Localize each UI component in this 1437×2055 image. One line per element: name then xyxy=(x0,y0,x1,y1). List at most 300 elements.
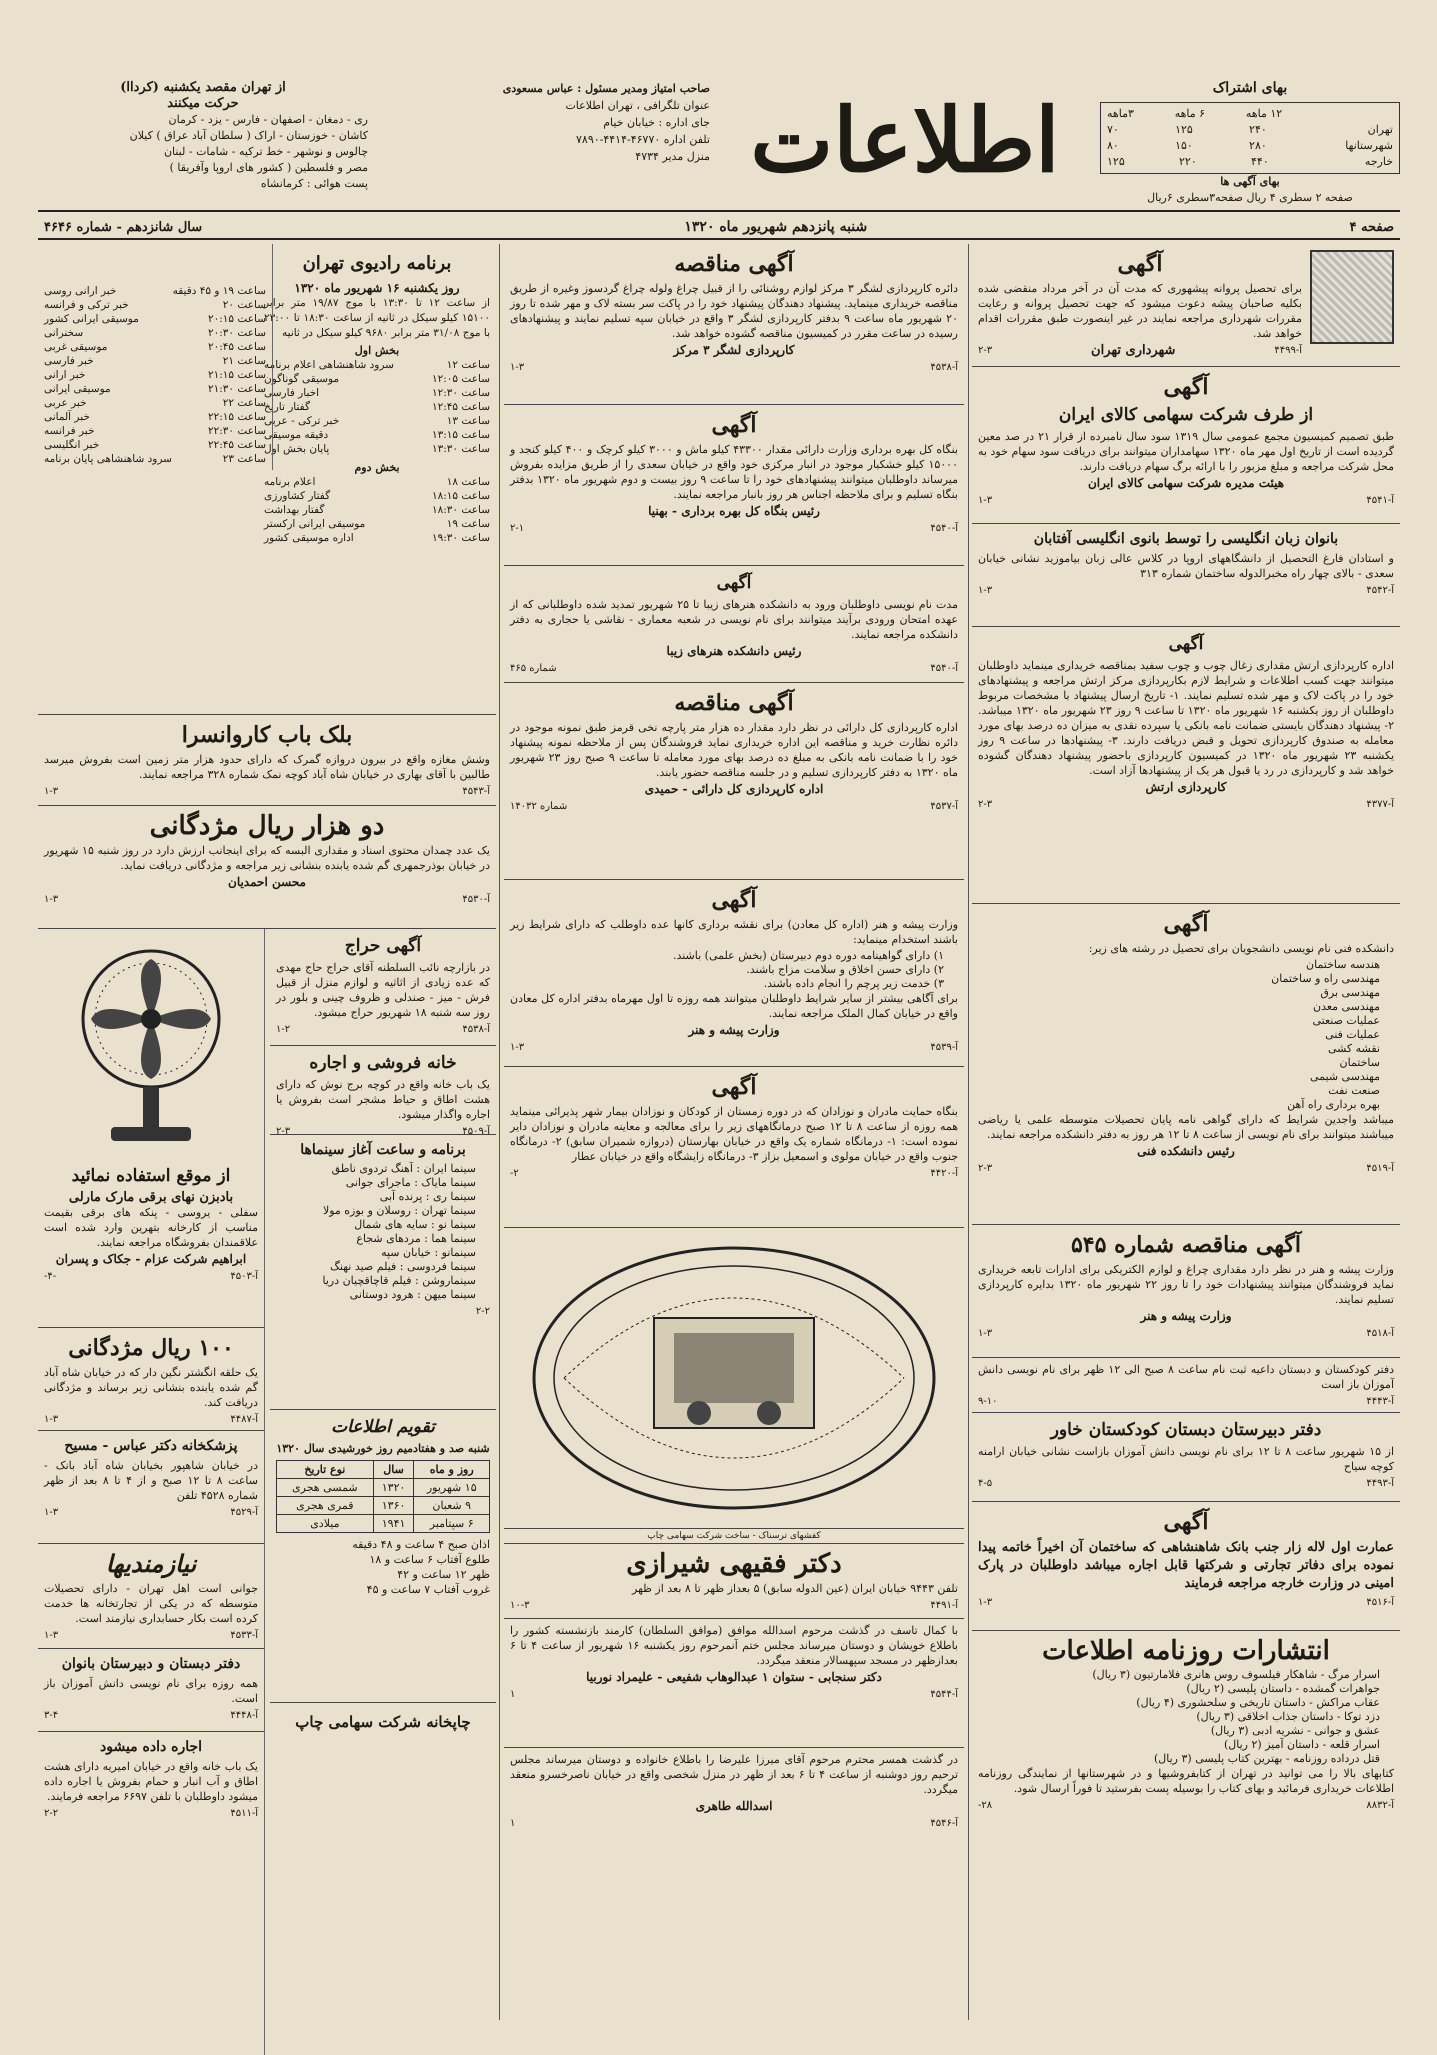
list-item: هندسه ساختمان xyxy=(1306,958,1380,971)
calendar-cell: ۹ شعبان xyxy=(414,1497,490,1515)
publisher-line: منزل مدیر ۴۷۳۴ xyxy=(635,150,710,163)
ad-block xyxy=(270,1135,496,1410)
split-columns xyxy=(38,929,496,2055)
sub-cell: ۴۴۰ xyxy=(1251,155,1269,168)
radio-row xyxy=(44,410,266,424)
list-item: صنعت نفت xyxy=(1328,1084,1380,1097)
ad-title: آگهی xyxy=(1117,251,1163,277)
ad-code: ۲-۳ xyxy=(978,345,993,356)
radio-prog: موسیقی ایرانی xyxy=(44,383,111,395)
radio-prog: موسیقی ایرانی کشور xyxy=(44,313,139,325)
ad-code: آ-۸۸۳۲ xyxy=(1366,1800,1394,1811)
list-item: سینما میهن : هرود دوستانی xyxy=(349,1288,476,1301)
ad-body: کتابهای بالا را می توانید در تهران از کتابفروشیها و در شهرستانها از نمایندگی روزنامه اطلاعات خریداری فرمائید و بهای کتاب را بوسیله پست بفرستید تا فوراً ارسال شود. xyxy=(978,1767,1394,1795)
radio-prog: خبر ترکی و فرانسه xyxy=(44,299,129,311)
ad-title: آگهی مناقصه شماره ۵۴۵ xyxy=(1070,1232,1301,1258)
ad-block xyxy=(38,1649,264,1732)
radio-row xyxy=(44,452,266,466)
ad-signature: وزارت پیشه و هنر xyxy=(1140,1309,1232,1323)
radio-prog: سخنرانی xyxy=(44,327,84,339)
ad-intro: وزارت پیشه و هنر (اداره کل معادن) برای نقشه برداری کانها عده داوطلب که دارای شرایط زیر باشند استخدام مینماید: xyxy=(510,918,958,946)
ad-body: یک عدد چمدان محتوی اسناد و مقداری البسه که برای اینجانب ارزش دارد در روز شنبه ۱۵ شهریور در خیابان بوذرجمهری گم شده یابنده بنشانی زیر مراجعه و مژدگانی دریافت نماید. xyxy=(44,844,490,872)
calendar-cell: ۱۵ شهریور xyxy=(414,1479,490,1497)
publisher-line: تلفن اداره ۴۶۷۷۰-۴۴۱۴-۷۸۹۰ xyxy=(576,133,710,146)
ad-code: آ-۴۵۰۹ xyxy=(462,1126,490,1135)
ad-code: آ-۴۵۱۹ xyxy=(1366,1163,1394,1174)
ad-title: دفتر دبیرستان دبستان کودکستان خاور xyxy=(1050,1420,1322,1440)
radio-row xyxy=(44,284,266,298)
ad-signature: کارپردازی لشگر ۳ مرکز xyxy=(673,343,795,357)
ad-code: ۱-۲ xyxy=(276,1024,291,1035)
ad-body: بنگاه کل بهره برداری وزارت دارائی مقدار ۴۳۳۰۰ کیلو ماش و ۳۰۰۰ کیلو کرچک و ۴۰۰ کیلو کنجد و ۱۵۰۰۰ کیلو خشکبار موجود در انبار مرکزی خود واقع در خیابان سعدی را از طریق مزایده بفروش میرساند داوطلبان میتوانند پیشنهادهای خود را تا ساعت ۹ روز بیست و دوم شهریور ماه ۱۳۲۰ بدفتر بنگاه تسلیم و برای ملاحظه اجناس هر روز بانبار مراجعه نمایند. xyxy=(510,443,958,501)
radio-time: ساعت ۲۲:۱۵ xyxy=(207,411,266,423)
ad-signature: هیئت مدیره شرکت سهامی کالای ایران xyxy=(1087,476,1285,490)
ad-title: نیازمندیها xyxy=(105,1549,197,1578)
post-line: کاشان - خوزستان - اراک ( سلطان آباد عراق ) کیلان xyxy=(129,129,368,142)
calendar-subtitle: شنبه صد و هفتادمیم روز خورشیدی سال ۱۳۲۰ xyxy=(276,1442,490,1455)
prayer-time: ظهر ۱۲ ساعت و ۴۲ xyxy=(397,1568,490,1581)
ad-code: ۴-۵ xyxy=(978,1478,993,1489)
radio-row xyxy=(44,312,266,326)
calendar-cell: میلادی xyxy=(277,1515,374,1533)
ad-code: آ-۴۵۲۹ xyxy=(230,1507,258,1518)
ad-prices-title: بهای آگهی ها xyxy=(1220,175,1280,188)
publisher-line: صاحب امتیاز ومدیر مسئول : عباس مسعودی xyxy=(502,82,710,95)
radio-prog: گفتار تاریخ xyxy=(264,401,310,413)
radio-prog: خبر عربی xyxy=(44,397,87,409)
ad-body: اداره کارپردازی کل دارائی در نظر دارد مقدار ده هزار متر پارچه نخی قرمز طبق نمونه موجود در دائره نظارت خرید و مناقصه این اداره خریداری نماید فروشندگان پس از ملاحظه نمونه پیشنهاد خود را با ضمانت نامه بانکی به مبلغ ده درصد بهای مورد معامله تا ساعت ۹ صبح روز ۲۳ شهریور ماه ۱۳۲۰ به دفتر کارپردازی تسلیم و در جلسه مناقصه حضور یابند. xyxy=(510,721,958,779)
ad-title: آگهی حراج xyxy=(344,936,422,956)
ad-body: در خیابان شاهپور بخیابان شاه آباد بانک - ساعت ۸ تا ۱۲ صبح و از ۴ تا ۸ بعد از ظهر شماره ۴۵۲۸ تلفن xyxy=(44,1459,258,1502)
ad-title: ۱۰۰ ریال مژدگانی xyxy=(68,1335,234,1361)
post-line: چالوس و نوشهر - خط ترکیه - شامات - لبنان xyxy=(163,145,368,158)
sub-cell: ۱۲۵ xyxy=(1175,123,1193,136)
list-item: سینما تهران : روسلان و بوزه مولا xyxy=(322,1204,476,1217)
ad-block xyxy=(972,1502,1400,1631)
radio-time: ساعت ۲۳ xyxy=(222,453,266,465)
ad-code: آ-۴۵۴۶ xyxy=(930,1818,958,1829)
list-item: عقاب مراکش - داستان تاریخی و سلحشوری (۴ ریال) xyxy=(1136,1696,1380,1709)
list-item: مهندسی راه و ساختمان xyxy=(1271,972,1380,985)
sub-cell: ۲۴۰ xyxy=(1249,123,1267,136)
ad-block xyxy=(504,566,964,683)
subscription-row xyxy=(1107,138,1393,154)
ad-title: از موقع استفاده نمائید xyxy=(71,1166,231,1186)
list-item: سینمانو : خیابان سپه xyxy=(381,1246,476,1259)
prayer-time: طلوع آفتاب ۶ ساعت و ۱۸ xyxy=(369,1553,490,1566)
ad-code: آ-۴۵۳۳ xyxy=(230,1630,258,1641)
ad-body: برای آگاهی بیشتر از سایر شرایط داوطلبان میتوانند همه روزه تا اول مهرماه بدفتر اداره کل معادن واقع در خیابان کمال الملک مراجعه نمایند. xyxy=(510,992,958,1020)
radio-prog: خبر فارسی xyxy=(44,355,94,367)
page-number: صفحه ۴ xyxy=(1349,219,1394,235)
radio-time: ساعت ۲۰:۴۵ xyxy=(207,341,266,353)
calendar-row xyxy=(277,1497,490,1515)
radio-time: ساعت ۱۲:۴۵ xyxy=(431,401,490,413)
prayer-time: غروب آفتاب ۷ ساعت و ۴۵ xyxy=(366,1583,490,1596)
ad-code: آ-۴۴۹۳ xyxy=(1366,1478,1394,1489)
calendar-cell: قمری هجری xyxy=(277,1497,374,1515)
ad-code: ۱-۳ xyxy=(978,495,993,506)
radio-row xyxy=(44,396,266,410)
list-item: ساختمان xyxy=(1339,1056,1380,1069)
ad-list xyxy=(978,1668,1394,1766)
ad-body: تلفن ۹۴۴۳ خیابان ایران (عین الدوله سابق) ۵ بعداز ظهر تا ۸ بعد از ظهر xyxy=(632,1582,958,1595)
ad-code: ۲-۲ xyxy=(44,1808,59,1819)
radio-prog: خبر ارانی روسی xyxy=(44,285,117,297)
ad-code: آ-۴۵۴۳ xyxy=(462,786,490,797)
radio-time: ساعت ۱۸:۳۰ xyxy=(431,504,490,516)
calendar-title: تقویم اطلاعات xyxy=(331,1417,435,1437)
radio-time: ساعت ۱۹ xyxy=(446,518,490,530)
ad-title: بلک باب کاروانسرا xyxy=(181,722,353,748)
post-line: مصر و فلسطین ( کشور های اروپا وآفریقا ) xyxy=(169,161,368,174)
radio-prog: موسیقی غربی xyxy=(44,341,108,353)
ad-list xyxy=(510,949,958,991)
ad-signature: محسن احمدیان xyxy=(228,875,306,889)
radio-time: ساعت ۲۱ xyxy=(222,355,266,367)
radio-row xyxy=(44,340,266,354)
ad-signature: رئیس بنگاه کل بهره برداری - بهنیا xyxy=(648,504,820,518)
radio-time: ساعت ۱۹:۳۰ xyxy=(431,532,490,544)
list-item: سینما هما : مردهای شجاع xyxy=(356,1232,476,1245)
calendar-row xyxy=(277,1515,490,1533)
radio-title: برنامه رادیوی تهران xyxy=(302,253,452,274)
radio-time: ساعت ۲۲:۴۵ xyxy=(207,439,266,451)
radio-prog: خبر فرانسه xyxy=(44,425,95,437)
radio-time: ساعت ۲۱:۱۵ xyxy=(207,369,266,381)
list-item: سینما مایاک : ماجرای جوانی xyxy=(345,1176,476,1189)
ad-code: ۲-۱ xyxy=(510,523,525,534)
ad-title: آگهی xyxy=(1168,634,1204,654)
post-line: حرکت میکنند xyxy=(167,96,239,111)
radio-time: ساعت ۲۱:۳۰ xyxy=(207,383,266,395)
ad-block xyxy=(972,1358,1400,1413)
subscription-head xyxy=(1107,106,1393,122)
sub-row-label: خارجه xyxy=(1364,155,1393,168)
ad-code: آ-۴۵۱۱ xyxy=(230,1808,258,1819)
ad-title: انتشارات روزنامه اطلاعات xyxy=(1042,1636,1330,1666)
radio-time: ساعت ۱۳:۳۰ xyxy=(431,443,490,455)
list-item: عشق و جوانی - نشریه ادبی (۳ ریال) xyxy=(1210,1724,1380,1737)
ad-title: آگهی xyxy=(716,573,752,593)
radio-time: ساعت ۱۹ و ۴۵ دقیقه xyxy=(172,285,266,297)
stamp-caption: کفشهای ترسناک - ساخت شرکت سهامی چاپ xyxy=(504,1529,964,1544)
radio-row xyxy=(44,326,266,340)
ad-code: ۳-۴ xyxy=(44,1710,59,1721)
radio-prog: گفتار کشاورزی xyxy=(264,490,331,502)
ad-list xyxy=(978,958,1394,1112)
ad-code: -۴- xyxy=(44,1271,57,1282)
calendar-cell: ۶ سپتامبر xyxy=(414,1515,490,1533)
ad-code: آ-۴۳۷۷ xyxy=(1366,799,1394,810)
ad-prices: صفحه ۲ سطری ۴ ریال صفحه۳سطری ۶ریال xyxy=(1147,191,1353,204)
ad-title: دکتر فقیهی شیرازی xyxy=(626,1549,842,1579)
post-schedule xyxy=(38,80,368,208)
radio-part-heading: بخش دوم xyxy=(354,461,400,474)
ad-body: بنگاه حمایت مادران و نوزادان که در دوره زمستان از کودکان و نوزادان بیمار شهر پذیرائی مینماید همه روزه از ساعت ۸ تا ۱۲ صبح درمانگاههای زیر را برای معالجه و معاینه مادران و نوزادان دایر نموده است: ۱- درمانگاه شماره یک واقع در خیابان بهارستان (دروازه شمیران سابق) ۲- درمانگاه جنوب واقع در خیابان مولوی و اسمعیل بزاز ۳- درمانگاه زایشگاه واقع در خیابان عطار xyxy=(510,1105,959,1163)
ad-code: آ-۴۴۹۱ xyxy=(930,1600,958,1611)
sub-cell: ۱۲۵ xyxy=(1107,155,1125,168)
ad-signature: شهرداری تهران xyxy=(1091,343,1176,358)
ad-body: دائره کارپردازی لشگر ۳ مرکز لوازم روشنائی را از قبیل چراغ ولوله چراغ گردسوز وغیره از طریق مناقصه خریداری مینماید. پیشنهاد دهندگان پیشنهاد خود را در پاکت سر بسته لاک و مهر شده تا روز ۲۰ شهریور ماه ساعت ۹ بدفتر کارپردازی لشگر ۳ واقع در خیابان سپه تسلیم نمایند و پیشنهادهای رسیده در ساعت مقرر در کمیسیون مناقصه گشوده خواهد شد. xyxy=(510,282,958,340)
ad-signature: وزارت پیشه و هنر xyxy=(688,1023,780,1037)
ad-body: در بازارچه نائب السلطنه آقای حراج حاج مهدی که عده زیادی از اثاثیه و لوازم منزل از قبیل فرش - میز - صندلی و ظروف چینی و بلور در روز سه شنبه ۱۸ شهریور حراج میشود. xyxy=(276,961,490,1019)
ad-block xyxy=(504,244,964,405)
ad-code: آ-۴۴۴۳ xyxy=(1366,1396,1394,1407)
column-rule xyxy=(968,244,969,2020)
sub-row-label: تهران xyxy=(1367,123,1393,136)
radio-time: ساعت ۱۲ xyxy=(446,359,490,371)
calendar-cell: شمسی هجری xyxy=(277,1479,374,1497)
radio-time: ساعت ۱۸ xyxy=(446,476,490,488)
ad-code: ۱-۳ xyxy=(510,1042,525,1053)
radio-time: ساعت ۲۲:۳۰ xyxy=(207,425,266,437)
subscription-table xyxy=(1100,102,1400,174)
radio-row xyxy=(264,414,490,428)
ad-code: شماره ۴۶۵ xyxy=(510,663,557,674)
calendar-cell: ۱۹۴۱ xyxy=(373,1515,414,1533)
ad-code: آ-۴۴۹۹ xyxy=(1274,345,1302,356)
ad-body: همه روزه برای نام نویسی دانش آموزان باز است. xyxy=(44,1677,258,1705)
list-item: اسرار قلعه - داستان آمیز (۲ ریال) xyxy=(1223,1738,1380,1751)
ad-block xyxy=(38,1732,264,1852)
ad-body: میباشد واجدین شرایط که دارای گواهی نامه پایان تحصیلات متوسطه علمی یا ریاضی میباشند میتوانند برای نام نویسی از ساعت ۸ تا ۱۲ هر روز به دفتر دانشکده مراجعه نمایند. xyxy=(978,1113,1394,1141)
ad-block xyxy=(38,715,496,806)
ad-list xyxy=(276,1162,490,1302)
ad-block xyxy=(38,1159,264,1328)
list-item: سینما ری : پرنده آبی xyxy=(379,1190,476,1203)
ad-block xyxy=(270,929,496,1046)
calendar-row xyxy=(277,1479,490,1497)
list-item: مهندسی برق xyxy=(1320,986,1380,999)
ad-signature: ابراهیم شرکت عزام - جکاک و پسران xyxy=(55,1252,247,1266)
ad-title: آگهی مناقصه xyxy=(674,690,794,716)
ad-code: ۱ xyxy=(510,1689,516,1700)
list-item: بهره برداری راه آهن xyxy=(1287,1098,1380,1111)
ad-body: یک باب خانه واقع در کوچه برج نوش که دارای هشت اطاق و حیاط مشجر است بفروش یا اجاره واگذار میشود. xyxy=(276,1078,490,1121)
ad-block xyxy=(972,1225,1400,1358)
ad-body: سفلی - یروسی - پنکه های برقی بقیمت مناسب از کارخانه بتهرین وارد شده است علاقمندان بفروشگاه مراجعه نمایند. xyxy=(44,1206,258,1249)
ad-body: یک باب خانه واقع در خیابان امیریه دارای هشت اطاق و آب انبار و حمام بفروش یا اجاره داده میشود داوطلبان با تلفن ۶۶۹۷ مراجعه فرمایند. xyxy=(44,1760,258,1803)
electric-fan-icon xyxy=(61,939,241,1149)
ad-body: طبق تصمیم کمیسیون مجمع عمومی سال ۱۳۱۹ سود سال نامبرده از قرار ۲۱ در صد معین گردیده است از تاریخ اول مهر ماه ۱۳۲۰ سهامداران میتوانند برای دریافت سود سهام خود به محل شرکت مراجعه و مبلغ مزبور را با ارائه برگ سهام دریافت دارند. xyxy=(978,430,1394,473)
calendar-head: نوع تاریخ xyxy=(277,1461,374,1479)
radio-row xyxy=(44,354,266,368)
ad-block xyxy=(504,405,964,566)
sub-cell: ۸۰ xyxy=(1107,139,1119,152)
publisher-line: جای اداره : خیابان خیام xyxy=(603,116,710,129)
radio-prog: گفتار بهداشت xyxy=(264,504,325,516)
ad-body: اداره کارپردازی ارتش مقداری زغال چوب و چوب سفید بمناقصه خریداری مینماید داوطلبان میتوانند جهت کسب اطلاعات و شرایط لازم بکارپردازی مرکز ارتش مراجعه و پیشنهادهای خود را در پاکت لاک و مهر شده تسلیم نمایند. ۱- تاریخ ارسال پیشنهاد با مشخصات مربوط داوطلبان از روز یکشنبه ۱۶ شهریور ماه ۱۳۲۰ تا ساعت ۹ روز ۲۳ شهریور ماه ۱۳۲۰ میباشد. ۲- پیشنهاد دهندگان بایستی ضمانت نامه بانکی یا سپرده نقدی به میزان ده درصد بهای مورد معامله به صندوق کارپردازی تحویل و قبض دریافت دارند. ۳- پیشنهادها در ساعت ۹ روز یکشنبه ۲۳ شهریور ماه ۱۳۲۰ در کمیسیون کارپردازی باحضور پیشنهاد دهندگان گشوده خواهد شد و کارپردازی در رد یا قبول هر یک از پیشنهادها آزاد است. xyxy=(978,659,1395,777)
ad-code: ۲-۲ xyxy=(475,1306,490,1317)
ad-title: بانوان زبان انگلیسی را توسط بانوی انگلیسی آفتابان xyxy=(1033,531,1339,547)
list-item: دزد توکا - داستان جذاب اخلاقی (۳ ریال) xyxy=(1196,1710,1380,1723)
ad-body: با کمال تاسف در گذشت مرحوم اسدالله موافق (موافق السلطان) کارمند بازنشسته کشور را باطلاع خویشان و دوستان میرساند مجلس ختم آنمرحوم روز یکشنبه ۱۶ شهریور از ساعت ۴ تا ۶ بعدازظهر در مسجد سپهسالار منعقد میگردد. xyxy=(510,1624,958,1667)
radio-prog: موسیقی گوناگون xyxy=(264,373,340,385)
printer-credit: چاپخانه شرکت سهامی چاپ xyxy=(295,1713,471,1731)
ad-block xyxy=(972,627,1400,904)
ad-body: عمارت اول لاله زار جنب بانک شاهنشاهی که ساختمان آن اخیراً خاتمه پیدا نموده برای دفاتر تجارتی و شرکتها قابل اجاره میباشد داوطلبان در پارک امینی در وزارت خارجه مراجعه فرمایند xyxy=(978,1540,1394,1591)
ad-block xyxy=(504,1748,964,1844)
ad-block xyxy=(972,1413,1400,1502)
radio-prog: سرود شاهنشاهی پایان برنامه xyxy=(44,453,172,465)
ad-block xyxy=(972,904,1400,1225)
radio-date: روز یکشنبه ۱۶ شهریور ماه ۱۳۲۰ xyxy=(294,281,460,295)
list-item: مهندسی معدن xyxy=(1313,1000,1380,1013)
ad-code: ۱ xyxy=(510,1818,516,1829)
ad-block xyxy=(504,880,964,1067)
ad-title: آگهی xyxy=(1163,911,1209,937)
radio-row xyxy=(264,386,490,400)
post-line: از تهران مقصد یکشنبه (کرداا) xyxy=(120,80,286,95)
radio-row xyxy=(264,531,490,545)
radio-row xyxy=(264,372,490,386)
radio-row xyxy=(264,428,490,442)
ad-code: ۱-۳ xyxy=(978,1328,993,1339)
radio-row xyxy=(264,503,490,517)
ad-code: ۱-۳ xyxy=(44,1630,59,1641)
subcolumn-right xyxy=(270,929,496,2055)
radio-row xyxy=(264,475,490,489)
ad-block xyxy=(972,244,1400,367)
list-item: مهندسی شیمی xyxy=(1309,1070,1380,1083)
ad-code: آ-۴۴۸۷ xyxy=(230,1414,258,1425)
ad-code: ۱-۳ xyxy=(978,585,993,596)
radio-prog: خبر ترکی - عربی xyxy=(264,415,340,427)
ad-title: دو هزار ریال مژدگانی xyxy=(149,811,385,841)
ad-title: پزشکخانه دکتر عباس - مسیح xyxy=(64,1438,238,1454)
radio-time: ساعت ۱۲:۰۵ xyxy=(431,373,490,385)
ad-block xyxy=(504,683,964,880)
ad-block xyxy=(504,1619,964,1748)
column-middle xyxy=(504,244,964,2020)
calendar-block xyxy=(270,1410,496,1703)
subcolumn-left xyxy=(38,929,265,2055)
calendar-cell: ۱۳۶۰ xyxy=(373,1497,414,1515)
calendar-head-row xyxy=(277,1461,490,1479)
ad-body: از ۱۵ شهریور ساعت ۸ تا ۱۲ برای نام نویسی دانش آموزان بازاست نشانی خیابان ارامنه کوچه سیاح xyxy=(978,1445,1395,1473)
sub-cell: ۲۲۰ xyxy=(1179,155,1197,168)
publisher-line: عنوان تلگرافی ، تهران اطلاعات xyxy=(565,99,710,112)
ad-title: آگهی xyxy=(711,412,757,438)
calendar-cell: ۱۳۲۰ xyxy=(373,1479,414,1497)
ad-code: ۱-۳ xyxy=(510,362,525,373)
ad-code: ۹-۱۰ xyxy=(978,1396,998,1407)
ad-block xyxy=(504,1544,964,1619)
post-line: پست هوائی : کرمانشاه xyxy=(260,177,368,190)
subscription-row xyxy=(1107,122,1393,138)
column-left xyxy=(38,244,496,2020)
list-item: عملیات فنی xyxy=(1325,1028,1380,1041)
radio-prog: سرود شاهنشاهی اعلام برنامه xyxy=(264,359,394,371)
ad-block xyxy=(504,1067,964,1228)
radio-row xyxy=(44,368,266,382)
ad-signature: رئیس دانشکده فنی xyxy=(1137,1144,1235,1158)
radio-program xyxy=(38,244,496,715)
ad-title: آگهی مناقصه xyxy=(674,251,794,277)
ad-signature: اداره کارپردازی کل دارائی - حمیدی xyxy=(644,782,824,796)
ad-code: ۲-۳ xyxy=(978,1163,993,1174)
ad-signature: اسدالله طاهری xyxy=(695,1799,773,1813)
radio-row xyxy=(264,489,490,503)
ad-block xyxy=(270,1046,496,1135)
radio-row xyxy=(264,400,490,414)
publisher-info xyxy=(410,80,710,208)
ad-body: مدت نام نویسی داوطلبان ورود به دانشکده هنرهای زیبا تا ۲۵ شهریور تمدید شده داوطلبانی که از عهده امتحان ورودی برآیند میتوانند برای نام نویسی در شعبه معماری - نقاشی یا حجاری به دفتر دانشکده مراجعه نمایند. xyxy=(510,598,958,641)
ad-code: آ-۴۵۴۰ xyxy=(930,663,958,674)
column-rule xyxy=(499,244,500,2020)
ad-code: ۲-۳ xyxy=(276,1126,291,1135)
radio-time: ساعت ۱۲:۳۰ xyxy=(431,387,490,399)
radio-prog: اداره موسیقی کشور xyxy=(264,532,354,544)
radio-prog: اخبار فارسی xyxy=(264,387,320,399)
ad-code: ۲۸- xyxy=(978,1800,993,1811)
radio-program-part1 xyxy=(258,244,496,549)
issue-date: شنبه پانزدهم شهریور ماه ۱۳۲۰ xyxy=(684,219,868,235)
radio-time: ساعت ۲۰:۱۵ xyxy=(207,313,266,325)
ad-subtitle: از طرف شرکت سهامی کالای ایران xyxy=(1058,405,1314,425)
printing-company-stamp-icon xyxy=(524,1238,944,1518)
radio-row xyxy=(264,442,490,456)
ad-signature: کارپردازی ارتش xyxy=(1145,780,1227,794)
list-item: نقشه کشی xyxy=(1327,1042,1380,1055)
radio-prog: پایان بخش اول xyxy=(264,443,330,455)
ad-block xyxy=(972,1631,1400,1881)
radio-prog: خبر انگلیسی xyxy=(44,439,100,451)
ad-block xyxy=(38,1431,264,1544)
ad-title: خانه فروشی و اجاره xyxy=(309,1053,457,1073)
post-line: ری - دمغان - اصفهان - فارس - یزد - کرمان xyxy=(168,113,368,126)
list-item: جواهرات گمشده - داستان پلیسی (۲ ریال) xyxy=(1186,1682,1380,1695)
list-item: سینما نو : سایه های شمال xyxy=(354,1218,476,1231)
newspaper-page xyxy=(38,30,1400,2020)
fan-illustration xyxy=(38,929,264,1159)
list-item: عملیات صنعتی xyxy=(1312,1014,1380,1027)
dateline xyxy=(38,216,1400,240)
ad-body: دفتر کودکستان و دبستان داعیه ثبت نام ساعت ۸ صبح الی ۱۲ ظهر برای نام نویسی دانش آموزان باز است xyxy=(978,1363,1395,1391)
advertisement-illustration xyxy=(504,1228,964,1529)
radio-time: ساعت ۲۰:۳۰ xyxy=(207,327,266,339)
ad-subtitle: بادبزن نهای برقی مارک مارلی xyxy=(68,1190,234,1205)
ad-body: برای تحصیل پروانه پیشهوری که مدت آن در آخر مرداد منقضی شده بکلیه صاحبان پیشه دعوت میشود که جهت تحصیل پروانه و رعایت مقررات شهرداری مراجعه نمایند در غیر اینصورت طبق مقررات اقدام خواهد شد. xyxy=(978,282,1302,340)
radio-time: ساعت ۲۲ xyxy=(222,397,266,409)
ad-code: آ-۴۵۱۶ xyxy=(1366,1597,1394,1608)
ad-code: ۱-۳ xyxy=(44,894,59,905)
ad-code: ۱۰-۳ xyxy=(510,1600,530,1611)
ad-code: آ-۴۵۴۲ xyxy=(1366,585,1394,596)
ad-code: آ-۴۵۳۸ xyxy=(462,1024,490,1035)
ad-intro: دانشکده فنی نام نویسی دانشجویان برای تحصیل در رشته های زیر: xyxy=(1088,942,1394,955)
radio-row xyxy=(44,424,266,438)
radio-time: ساعت ۱۸:۱۵ xyxy=(431,490,490,502)
ad-title: دفتر دبستان و دبیرستان بانوان xyxy=(61,1656,241,1672)
ad-body: یک حلقه انگشتر نگین دار که در خیابان شاه آباد گم شده یابنده بنشانی زیر برساند و مژدگانی دریافت کند. xyxy=(44,1366,258,1409)
calendar-head: سال xyxy=(373,1461,414,1479)
list-item: سینما فردوسی : فیلم صید نهنگ xyxy=(330,1260,476,1273)
sub-head-6: ۶ ماهه xyxy=(1174,107,1206,120)
radio-prog: موسیقی ایرانی ارکستر xyxy=(264,518,366,530)
subscription-row xyxy=(1107,154,1393,170)
calendar-table xyxy=(276,1460,490,1533)
ad-body: وشش مغازه واقع در بیرون دروازه گمرک که دارای حدود هزار متر زمین است بفروش میرسد طالبین با آقای بهاری در خیابان شاه آباد کوچه نمک شماره ۳۲۸ مراجعه نمایند. xyxy=(44,753,490,781)
sub-row-label: شهرستانها xyxy=(1345,139,1393,152)
ad-body: جوانی است اهل تهران - دارای تحصیلات متوسطه که در یکی از تجارتخانه ها خدمت کرده است بکار حسابداری نیازمند است. xyxy=(44,1582,258,1625)
list-item: ۱) دارای گواهینامه دوره دوم دبیرستان (بخش علمی) باشند. xyxy=(672,949,944,962)
ad-code: آ-۴۵۳۸ xyxy=(930,362,958,373)
ad-code: ۲-۳ xyxy=(978,799,993,810)
radio-prog: دقیقه موسیقی xyxy=(264,429,329,441)
list-item: اسرار مرگ - شاهکار فیلسوف روس هانری فلامارتیون (۳ ریال) xyxy=(1092,1668,1380,1681)
